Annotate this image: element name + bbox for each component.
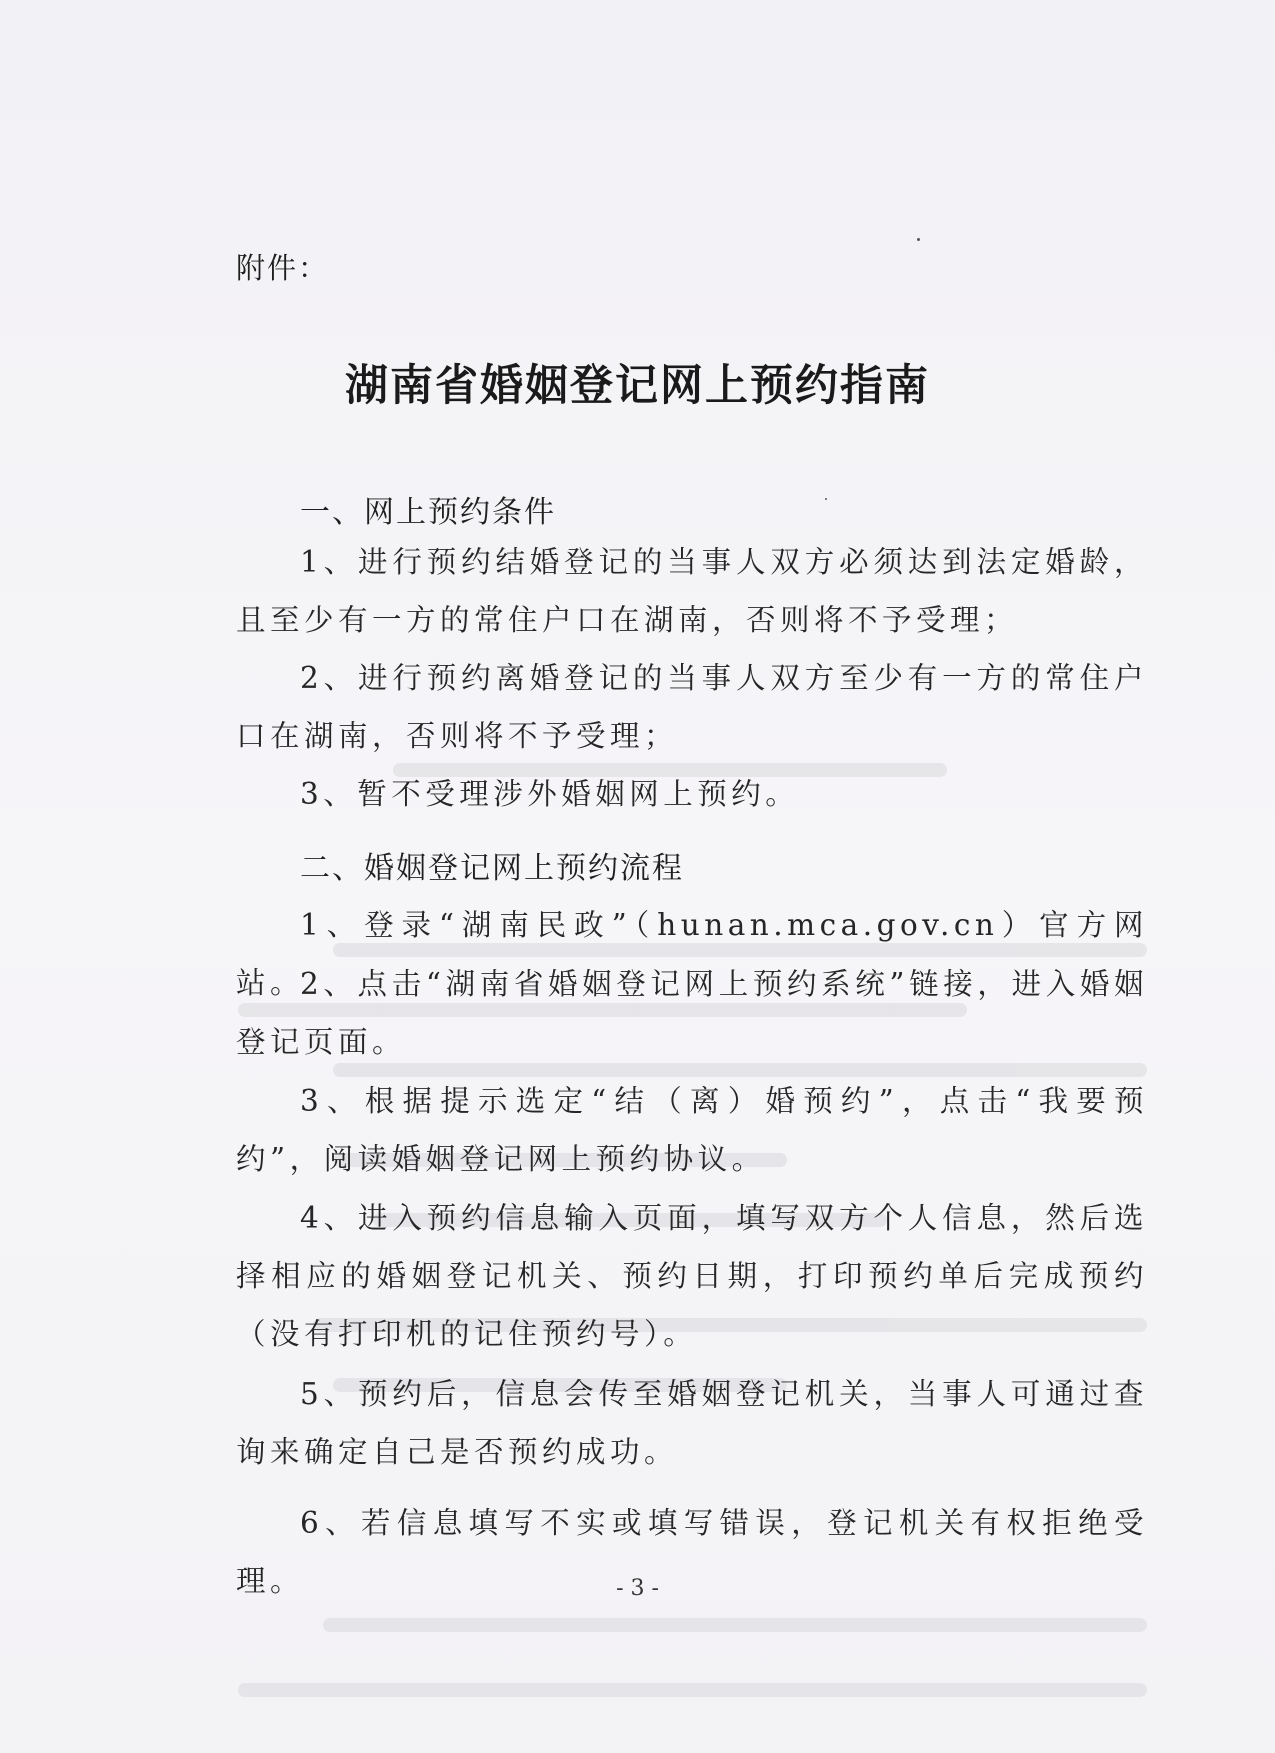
page-number: - 3 - — [616, 1576, 659, 1601]
document-title: 湖南省婚姻登记网上预约指南 — [345, 361, 930, 411]
section-heading-process: 二、婚姻登记网上预约流程 — [300, 851, 684, 886]
process-paragraph-2: 2、点击“湖南省婚姻登记网上预约系统”链接，进入婚姻登记页面。 — [236, 967, 1148, 1059]
condition-paragraph-1: 1、进行预约结婚登记的当事人双方必须达到法定婚龄，且至少有一方的常住户口在湖南，否则将不予受理； — [236, 545, 1148, 637]
process-paragraph-1: 1、登录“湖南民政”（hunan.mca.gov.cn）官方网站。 — [236, 908, 1148, 1000]
process-paragraph-6: 6、若信息填写不实或填写错误，登记机关有权拒绝受理。 — [236, 1506, 1148, 1598]
condition-paragraph-2: 2、进行预约离婚登记的当事人双方至少有一方的常住户口在湖南，否则将不予受理； — [236, 661, 1148, 753]
section-heading-conditions: 一、网上预约条件 — [300, 495, 556, 530]
attachment-label: 附件： — [236, 251, 330, 285]
scan-speck — [917, 238, 920, 241]
process-paragraph-5: 5、预约后，信息会传至婚姻登记机关，当事人可通过查询来确定自己是否预约成功。 — [236, 1377, 1148, 1469]
scan-speck — [825, 498, 827, 500]
process-paragraph-4: 4、进入预约信息输入页面，填写双方个人信息，然后选择相应的婚姻登记机关、预约日期，打印预约单后完成预约（没有打印机的记住预约号）。 — [236, 1201, 1148, 1351]
condition-paragraph-3: 3、暂不受理涉外婚姻网上预约。 — [300, 777, 800, 811]
process-paragraph-3: 3、根据提示选定“结（离）婚预约”，点击“我要预约”，阅读婚姻登记网上预约协议。 — [236, 1084, 1148, 1176]
